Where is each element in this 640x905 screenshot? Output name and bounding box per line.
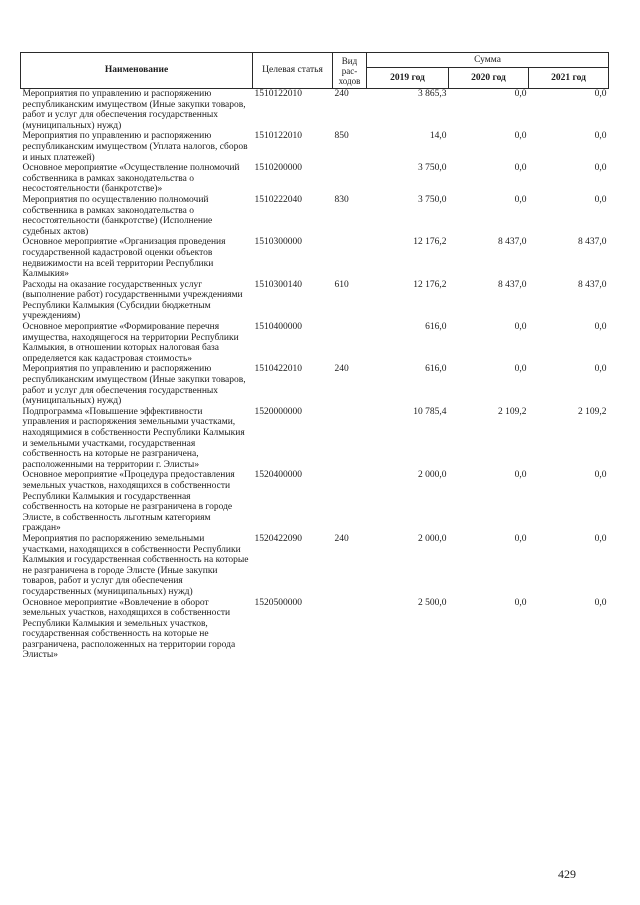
row-code: 1510122010 bbox=[254, 131, 302, 142]
row-amount-2021: 0,0 bbox=[594, 163, 607, 174]
table-row bbox=[21, 89, 609, 132]
row-code: 1520500000 bbox=[254, 597, 302, 608]
row-expense-type bbox=[333, 470, 367, 534]
row-name: Основное мероприятие «Вовлечение в оборот земельных участков, находящихся в собственности Республики Калмыкия и земельных участков, государственная собственность на которые не разграничена, расположенных на территории города Элисты» bbox=[22, 597, 236, 661]
row-name: Основное мероприятие «Формирование перечня имущества, находящегося на территории Республики Калмыкия, в отношении которых налоговая база определяется как кадастровая стоимость» bbox=[22, 322, 239, 364]
header-2020: 2020 год bbox=[449, 68, 529, 89]
row-amount-2020: 0,0 bbox=[514, 89, 527, 99]
row-code: 1510300140 bbox=[254, 279, 302, 290]
header-code: Целевая статья bbox=[253, 53, 333, 89]
row-code: 1520422090 bbox=[254, 533, 302, 544]
row-code: 1520000000 bbox=[254, 406, 302, 417]
table-row bbox=[21, 280, 609, 322]
row-amount-2021: 0,0 bbox=[594, 533, 607, 544]
row-amount-2020: 0,0 bbox=[514, 131, 527, 142]
row-expense-type: 240 bbox=[334, 364, 349, 375]
row-amount-2020: 8 437,0 bbox=[498, 237, 527, 248]
row-amount-2021: 0,0 bbox=[594, 89, 607, 99]
row-amount-2019: 14,0 bbox=[429, 131, 447, 142]
table-row bbox=[21, 322, 609, 364]
table-row bbox=[21, 195, 609, 237]
row-amount-2021: 0,0 bbox=[594, 470, 607, 481]
row-amount-2020: 0,0 bbox=[514, 533, 527, 544]
row-amount-2019: 12 176,2 bbox=[413, 237, 447, 248]
row-code: 1510422010 bbox=[254, 364, 302, 375]
row-amount-2019: 616,0 bbox=[425, 364, 447, 375]
table-row bbox=[21, 598, 609, 662]
row-amount-2019: 2 500,0 bbox=[418, 597, 447, 608]
row-amount-2019: 3 750,0 bbox=[418, 194, 447, 205]
row-name: Подпрограмма «Повышение эффективности управления и распоряжения земельными участками, находящимися в собственности Республики Калмыкия и земельными участками, государственная собственность на которые не разграничена, расположенными на территории г. Элисты» bbox=[22, 406, 245, 470]
row-amount-2021: 8 437,0 bbox=[578, 279, 607, 290]
row-code: 1510222040 bbox=[254, 194, 302, 205]
budget-table bbox=[20, 52, 609, 661]
table-row bbox=[21, 131, 609, 163]
table-row bbox=[21, 364, 609, 406]
header-2021: 2021 год bbox=[529, 68, 609, 89]
row-expense-type bbox=[333, 237, 367, 279]
row-amount-2020: 8 437,0 bbox=[498, 279, 527, 290]
header-vid: Вид рас-ходов bbox=[333, 53, 367, 89]
row-amount-2021: 0,0 bbox=[594, 131, 607, 142]
header-name: Наименование bbox=[21, 53, 253, 89]
row-expense-type: 850 bbox=[334, 131, 349, 142]
row-amount-2020: 0,0 bbox=[514, 322, 527, 333]
row-name: Основное мероприятие «Осуществление полномочий собственника в рамках законодательства о несостоятельности (банкротстве)» bbox=[22, 163, 240, 195]
row-amount-2021: 0,0 bbox=[594, 364, 607, 375]
row-amount-2019: 3 865,3 bbox=[418, 89, 447, 99]
row-amount-2019: 12 176,2 bbox=[413, 279, 447, 290]
row-expense-type bbox=[333, 163, 367, 195]
row-amount-2019: 3 750,0 bbox=[418, 163, 447, 174]
row-amount-2019: 616,0 bbox=[425, 322, 447, 333]
header-2019: 2019 год bbox=[367, 68, 449, 89]
row-amount-2020: 0,0 bbox=[514, 597, 527, 608]
row-amount-2020: 0,0 bbox=[514, 163, 527, 174]
row-amount-2020: 0,0 bbox=[514, 194, 527, 205]
row-name: Мероприятия по осуществлению полномочий собственника в рамках законодательства о несостоятельности (банкротстве) (Исполнение судебных актов) bbox=[22, 194, 213, 237]
row-code: 1510400000 bbox=[254, 322, 302, 333]
row-amount-2021: 0,0 bbox=[594, 194, 607, 205]
row-name: Мероприятия по распоряжению земельными участками, находящихся в собственности Республики Калмыкия и государственная собственность на которые не разграничена в городе Элисте (Иные закупки товаров, работ и услуг для обеспечения государственных (муниципальных) нужд) bbox=[22, 533, 249, 597]
row-name: Мероприятия по управлению и распоряжению республиканским имуществом (Иные закупки товаров, работ и услуг для обеспечения государственных (муниципальных) нужд) bbox=[22, 89, 246, 131]
row-expense-type: 240 bbox=[334, 533, 349, 544]
row-expense-type bbox=[333, 407, 367, 471]
row-code: 1510122010 bbox=[254, 89, 302, 99]
row-amount-2019: 10 785,4 bbox=[413, 406, 447, 417]
row-amount-2021: 0,0 bbox=[594, 322, 607, 333]
table-header bbox=[21, 53, 609, 89]
row-amount-2019: 2 000,0 bbox=[418, 470, 447, 481]
row-name: Расходы на оказание государственных услуг (выполнение работ) государственными учреждениями Республики Калмыкия (Субсидии бюджетным учреждениям) bbox=[22, 279, 243, 322]
row-code: 1520400000 bbox=[254, 470, 302, 481]
table-row bbox=[21, 470, 609, 534]
table-row bbox=[21, 237, 609, 279]
row-amount-2021: 2 109,2 bbox=[578, 406, 607, 417]
table-row bbox=[21, 407, 609, 471]
row-amount-2019: 2 000,0 bbox=[418, 533, 447, 544]
table-row bbox=[21, 534, 609, 598]
row-amount-2020: 0,0 bbox=[514, 470, 527, 481]
row-name: Мероприятия по управлению и распоряжению республиканским имуществом (Уплата налогов, сборов и иных платежей) bbox=[22, 131, 248, 163]
page-number: 429 bbox=[558, 867, 576, 881]
row-expense-type: 830 bbox=[334, 194, 349, 205]
row-name: Мероприятия по управлению и распоряжению республиканским имуществом (Иные закупки товаров, работ и услуг для обеспечения государственных (муниципальных) нужд) bbox=[22, 364, 246, 407]
row-amount-2021: 0,0 bbox=[594, 597, 607, 608]
row-code: 1510300000 bbox=[254, 237, 302, 248]
row-amount-2020: 0,0 bbox=[514, 364, 527, 375]
row-code: 1510200000 bbox=[254, 163, 302, 174]
row-amount-2021: 8 437,0 bbox=[578, 237, 607, 248]
table-row bbox=[21, 163, 609, 195]
header-sum: Сумма bbox=[367, 53, 609, 68]
row-name: Основное мероприятие «Процедура предоставления земельных участков, находящихся в собственности Республики Калмыкия и государственная собственность на которые не разграничена в городе Элисте, в собственность льготным категориям граждан» bbox=[22, 470, 235, 534]
row-amount-2020: 2 109,2 bbox=[498, 406, 527, 417]
row-expense-type bbox=[333, 598, 367, 662]
row-name: Основное мероприятие «Организация проведения государственной кадастровой оценки объектов недвижимости на всей территории Республики Калмыкия» bbox=[22, 237, 226, 280]
row-expense-type: 610 bbox=[334, 279, 349, 290]
row-expense-type bbox=[333, 322, 367, 364]
row-expense-type: 240 bbox=[334, 89, 349, 99]
table-body bbox=[21, 89, 609, 662]
